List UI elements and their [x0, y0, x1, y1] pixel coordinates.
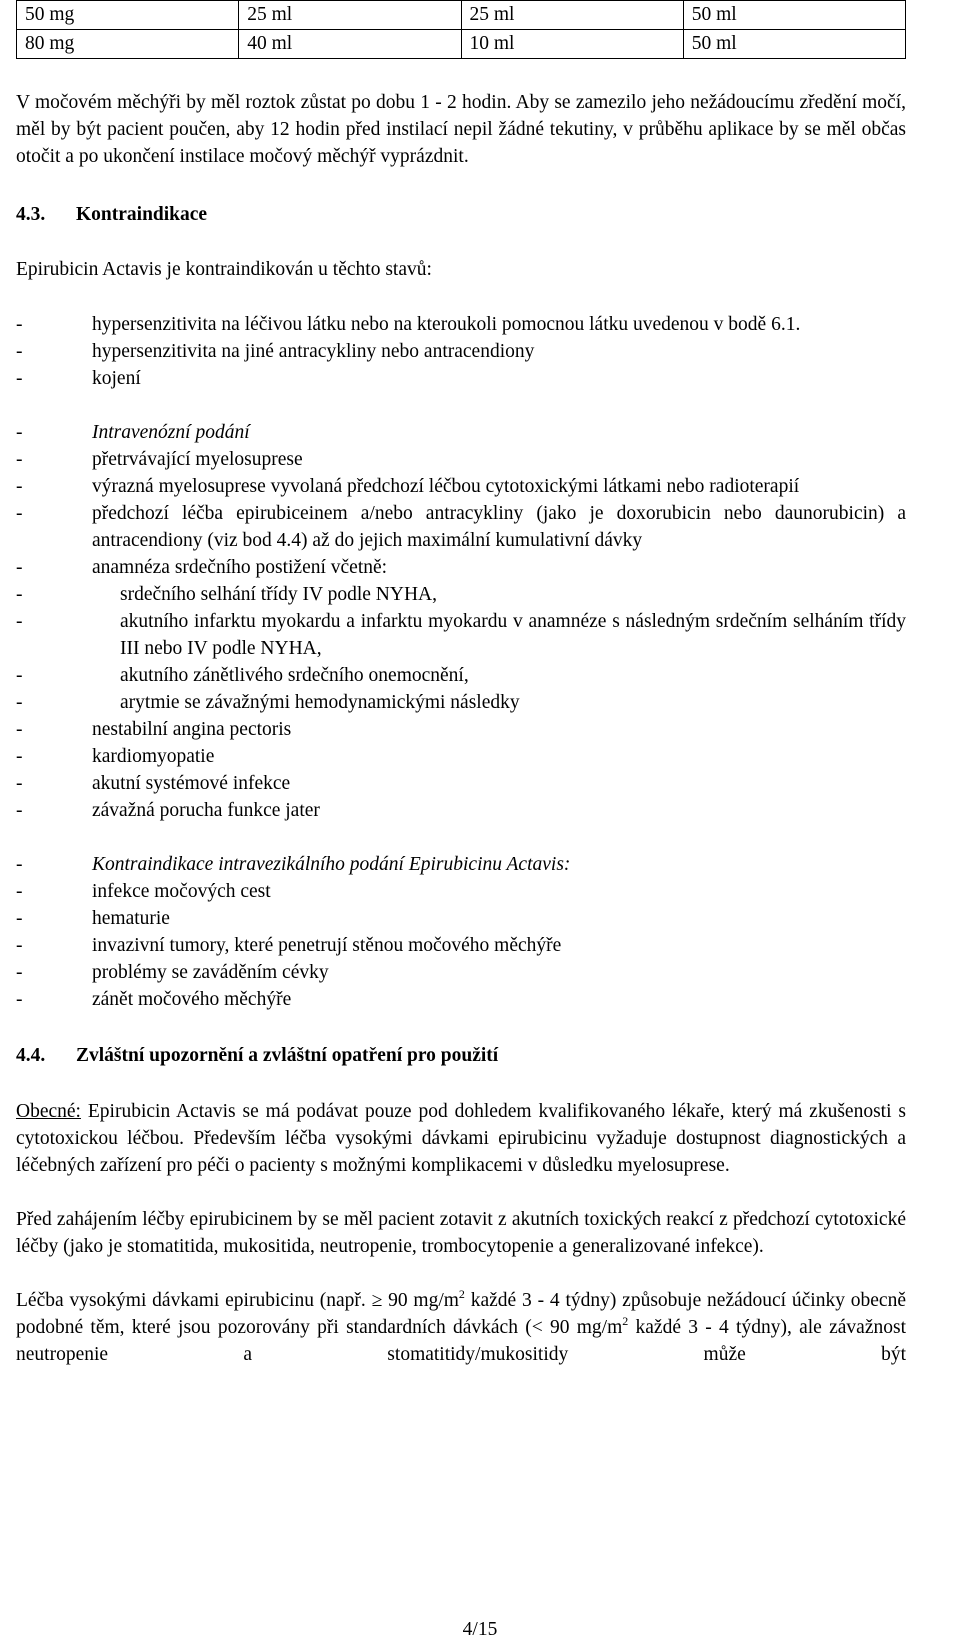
contraindication-list-general [16, 311, 906, 392]
general-paragraph: Obecné: Epirubicin Actavis se má podávat pouze pod dohledem kvalifikovaného lékaře, který má zkušenosti s cytotoxickou léčbou. Především léčba vysokými dávkami epirubicinu vyžaduje dostupnost diagnostických a léčebných zařízení pro péči o pacienty s možnými komplikacemi v důsledku myelosuprese. [16, 1101, 906, 1176]
list-item: - Intravenózní podání [16, 422, 250, 443]
table-cell: 25 ml [461, 1, 683, 30]
list-item: - kojení [16, 368, 141, 389]
list-item: - kardiomyopatie [16, 746, 215, 767]
table-cell: 25 ml [239, 1, 461, 30]
contraindication-lead: Epirubicin Actavis je kontraindikován u těchto stavů: [16, 259, 432, 280]
iv-heading: Intravenózní podání [92, 422, 250, 443]
list-item: - problémy se zaváděním cévky [16, 962, 329, 983]
list-item: - Kontraindikace intravezikálního podání Epirubicinu Actavis: [16, 854, 571, 875]
document-page [16, 0, 906, 1368]
table-cell: 40 ml [239, 30, 461, 59]
list-item: - hypersenzitivita na jiné antracykliny nebo antracendiony [16, 341, 535, 362]
table-cell: 10 ml [461, 30, 683, 59]
list-item: - zánět močového měchýře [16, 989, 292, 1010]
table-cell: 80 mg [17, 30, 239, 59]
list-item: - hematurie [16, 908, 170, 929]
table-row [17, 30, 906, 59]
list-item: - anamnéza srdečního postižení včetně: [16, 557, 388, 578]
section-number: 4.4. [16, 1045, 46, 1066]
list-item: - hypersenzitivita na léčivou látku nebo na kteroukoli pomocnou látku uvedenou v bodě 6.1. [16, 314, 801, 335]
list-item: - přetrvávající myelosuprese [16, 449, 303, 470]
section-heading-4-3 [16, 201, 906, 228]
page-number: 4/15 [462, 1619, 498, 1640]
list-item: - invazivní tumory, které penetrují stěnou močového měchýře [16, 935, 562, 956]
recovery-paragraph: Před zahájením léčby epirubicinem by se měl pacient zotavit z akutních toxických reakcí z předchozí cytotoxické léčby (jako je stomatitida, mukositida, neutropenie, trombocytopenie a generalizované infekce). [16, 1209, 906, 1257]
list-item: - nestabilní angina pectoris [16, 719, 292, 740]
intravesical-heading: Kontraindikace intravezikálního podání Epirubicinu Actavis: [92, 854, 571, 875]
dose-table [16, 0, 906, 59]
section-number: 4.3. [16, 204, 46, 225]
contraindication-list-intravesical [16, 851, 906, 1013]
table-row [17, 1, 906, 30]
contraindication-list-iv [16, 419, 906, 824]
list-item: - arytmie se závažnými hemodynamickými následky [16, 692, 520, 713]
intro-paragraph: V močovém měchýři by měl roztok zůstat po dobu 1 - 2 hodin. Aby se zamezilo jeho nežádoucímu zředění močí, měl by být pacient poučen, aby 12 hodin před instilací nepil žádné tekutiny, v průběhu aplikace by se měl občas otočit a po ukončení instilace močový měchýř vyprázdnit. [16, 92, 906, 167]
list-item: - infekce močových cest [16, 881, 271, 902]
list-item: - akutního infarktu myokardu a infarktu myokardu v anamnéze s následným srdečním selháním třídy III nebo IV podle NYHA, [16, 611, 906, 659]
section-title: Kontraindikace [76, 204, 208, 225]
list-item: - akutní systémové infekce [16, 773, 291, 794]
table-cell: 50 mg [17, 1, 239, 30]
list-item: - akutního zánětlivého srdečního onemocnění, [16, 665, 469, 686]
table-cell: 50 ml [683, 1, 905, 30]
list-item: - výrazná myelosuprese vyvolaná předchozí léčbou cytotoxickými látkami nebo radioterapií [16, 476, 800, 497]
list-item: - předchozí léčba epirubiceinem a/nebo antracykliny (jako je doxorubicin nebo daunorubicin) a antracendiony (viz bod 4.4) až do jejich maximální kumulativní dávky [16, 503, 906, 551]
list-item: - srdečního selhání třídy IV podle NYHA, [16, 584, 437, 605]
section-heading-4-4 [16, 1042, 906, 1069]
list-item: - závažná porucha funkce jater [16, 800, 320, 821]
high-dose-paragraph: Léčba vysokými dávkami epirubicinu (např. ≥ 90 $mg/m^2$ každé 3 - 4 týdny) způsobuje nežádoucí účinky obecně podobné těm, které jsou pozorovány při standardních dávkách (< 90 $mg/m^2$ každé 3 - 4 týdny), ale závažnost neutropenie a stomatitidy/mukositidy může být [16, 1287, 906, 1365]
section-title: Zvláštní upozornění a zvláštní opatření pro použití [76, 1045, 499, 1066]
general-label: Obecné: [16, 1101, 81, 1122]
table-cell: 50 ml [683, 30, 905, 59]
